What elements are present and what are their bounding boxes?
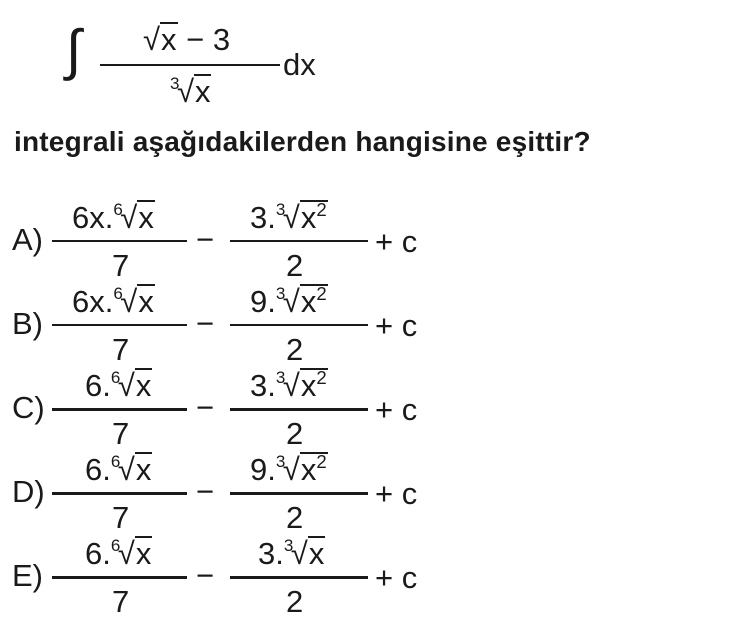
term2-denominator: 2 xyxy=(286,332,304,367)
root-sign-icon: √ xyxy=(282,284,300,319)
term1-radicand: x xyxy=(135,536,152,571)
option-label: B) xyxy=(12,306,43,341)
term2-coefficient: 3. xyxy=(250,200,276,235)
term1-fraction-bar xyxy=(52,576,187,579)
sqrt-sign-icon: √ xyxy=(143,22,161,57)
root-sign-icon: √ xyxy=(120,284,138,319)
term1-coefficient: 6x. xyxy=(72,284,114,319)
numerator-radicand: x xyxy=(161,22,177,57)
term2-exponent: 2 xyxy=(316,367,327,389)
term1-fraction-bar xyxy=(52,324,187,326)
term2-radicand-base: x xyxy=(300,200,317,235)
integrand-fraction-bar xyxy=(100,64,280,66)
term1-root-index: 6 xyxy=(110,536,121,556)
denominator-index: 3 xyxy=(170,74,180,94)
term2-fraction-bar xyxy=(230,240,368,242)
root-sign-icon: √ xyxy=(282,200,300,235)
term2-fraction-bar xyxy=(230,576,368,579)
term1-root-index: 6 xyxy=(110,452,121,472)
term2-numerator xyxy=(250,368,328,403)
term2-root-index: 3 xyxy=(275,452,286,472)
term1-numerator xyxy=(85,452,152,487)
term2-denominator: 2 xyxy=(286,500,304,535)
term2-root-index: 3 xyxy=(275,284,286,304)
term2-exponent: 2 xyxy=(316,451,327,473)
constant-term: + c xyxy=(375,308,418,343)
denominator-radicand: x xyxy=(194,74,211,109)
term1-root-index: 6 xyxy=(113,200,123,220)
constant-term: + c xyxy=(375,392,418,427)
option-label: A) xyxy=(12,222,43,257)
option-label: E) xyxy=(12,558,43,593)
term1-fraction-bar xyxy=(52,492,187,495)
term1-coefficient: 6. xyxy=(85,452,111,487)
term2-root-index: 3 xyxy=(283,536,294,556)
term1-fraction-bar xyxy=(52,240,187,242)
minus-sign: − xyxy=(196,558,215,593)
term1-root-index: 6 xyxy=(113,284,123,304)
constant-term: + c xyxy=(375,560,418,595)
term2-coefficient: 3. xyxy=(250,368,276,403)
root-sign-icon: √ xyxy=(290,536,308,571)
term1-coefficient: 6. xyxy=(85,536,111,571)
term2-radicand-base: x xyxy=(300,368,317,403)
term1-denominator: 7 xyxy=(112,332,130,367)
term1-numerator xyxy=(85,536,152,571)
minus-sign: − xyxy=(196,390,215,425)
term1-radicand: x xyxy=(135,368,152,403)
term2-denominator: 2 xyxy=(286,248,304,283)
constant-term: + c xyxy=(375,476,418,511)
term2-exponent: 2 xyxy=(316,199,327,221)
term2-radicand xyxy=(300,284,328,319)
term1-radicand: x xyxy=(138,200,154,235)
term2-coefficient: 3. xyxy=(258,536,284,571)
term2-numerator xyxy=(250,284,328,319)
term1-coefficient: 6x. xyxy=(72,200,114,235)
term2-coefficient: 9. xyxy=(250,284,276,319)
term2-radicand xyxy=(300,452,328,487)
term1-numerator xyxy=(72,284,155,319)
term2-exponent: 2 xyxy=(316,283,327,305)
root-sign-icon: √ xyxy=(282,452,300,487)
term2-denominator: 2 xyxy=(286,416,304,451)
term2-radicand xyxy=(300,200,328,235)
numerator-rest: − 3 xyxy=(186,22,231,57)
term2-fraction-bar xyxy=(230,324,368,326)
constant-term: + c xyxy=(375,224,418,259)
minus-sign: − xyxy=(196,222,215,257)
term2-radicand-base: x xyxy=(308,536,325,571)
integrand-numerator xyxy=(143,22,230,57)
option-label: D) xyxy=(12,474,45,509)
term1-numerator xyxy=(85,368,152,403)
root-sign-icon: √ xyxy=(117,536,135,571)
term2-denominator: 2 xyxy=(286,584,304,619)
term2-radicand xyxy=(308,536,326,571)
term2-coefficient: 9. xyxy=(250,452,276,487)
term2-numerator xyxy=(258,536,325,571)
term2-root-index: 3 xyxy=(275,200,286,220)
root-sign-icon: √ xyxy=(282,368,300,403)
root-sign-icon: √ xyxy=(120,200,138,235)
term2-radicand xyxy=(300,368,328,403)
term1-numerator xyxy=(72,200,155,235)
term2-numerator xyxy=(250,200,328,235)
term1-denominator: 7 xyxy=(112,584,130,619)
term1-denominator: 7 xyxy=(112,416,130,451)
term2-radicand-base: x xyxy=(300,452,317,487)
option-label: C) xyxy=(12,390,45,425)
term2-fraction-bar xyxy=(230,408,368,411)
term1-coefficient: 6. xyxy=(85,368,111,403)
integral-sign-icon: ∫ xyxy=(66,18,82,81)
integrand-denominator xyxy=(170,74,211,109)
differential: dx xyxy=(283,47,316,82)
term1-denominator: 7 xyxy=(112,248,130,283)
term2-root-index: 3 xyxy=(275,368,286,388)
term1-denominator: 7 xyxy=(112,500,130,535)
minus-sign: − xyxy=(196,306,215,341)
term1-radicand: x xyxy=(138,284,154,319)
root-sign-icon: √ xyxy=(117,452,135,487)
term2-fraction-bar xyxy=(230,492,368,495)
term1-radicand: x xyxy=(135,452,152,487)
cuberoot-sign-icon: √ xyxy=(176,74,194,109)
term1-root-index: 6 xyxy=(110,368,121,388)
term1-fraction-bar xyxy=(52,408,187,411)
term2-numerator xyxy=(250,452,328,487)
question-text: integrali aşağıdakilerden hangisine eşittir? xyxy=(14,126,591,157)
term2-radicand-base: x xyxy=(300,284,317,319)
minus-sign: − xyxy=(196,474,215,509)
root-sign-icon: √ xyxy=(117,368,135,403)
